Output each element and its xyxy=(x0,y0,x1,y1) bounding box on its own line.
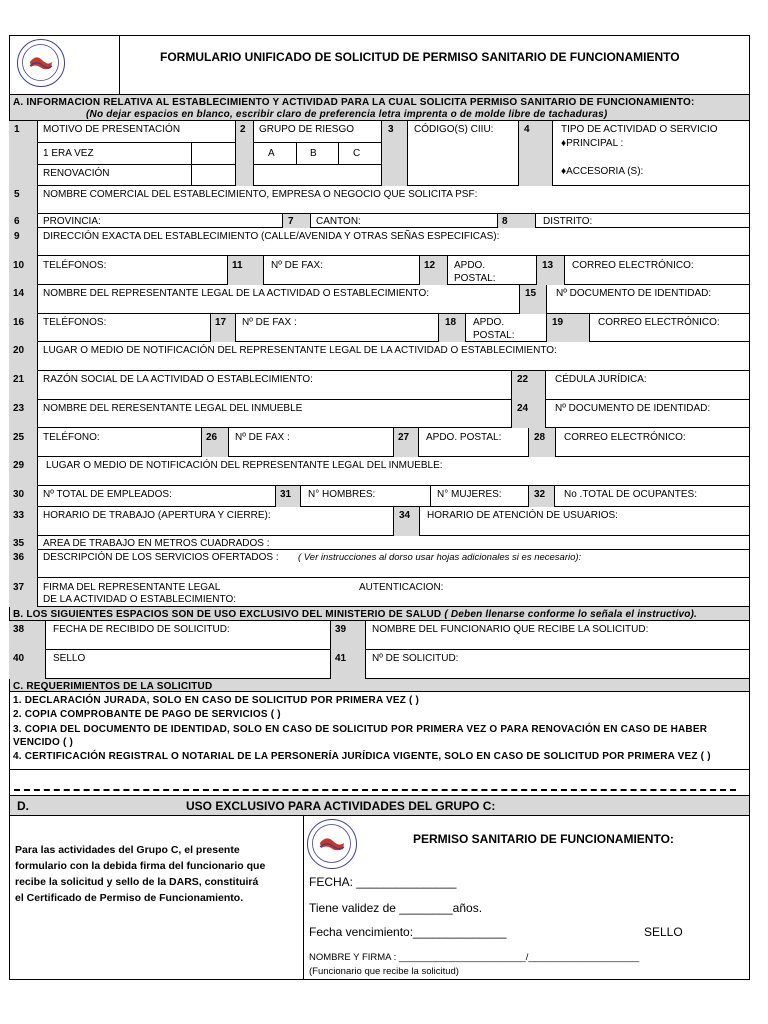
f2-col-1 xyxy=(296,142,297,165)
field-35-number: 35 xyxy=(13,538,25,549)
field-10-number: 10 xyxy=(13,260,25,271)
field-14-number: 14 xyxy=(13,288,25,299)
field-2-label: GRUPO DE RIESGO xyxy=(259,124,355,135)
field-40-number: 40 xyxy=(13,653,25,664)
field-29-number: 29 xyxy=(13,460,25,471)
field-17-label: Nº DE FAX : xyxy=(242,317,297,328)
field-28-number: 28 xyxy=(534,432,546,443)
field-33-number: 33 xyxy=(13,510,25,521)
field-17-number: 17 xyxy=(215,317,227,328)
field-27-label: APDO. POSTAL: xyxy=(426,432,502,443)
field-41-number: 41 xyxy=(335,653,347,664)
num-cell-3 xyxy=(381,121,408,186)
field-15-label: Nº DOCUMENTO DE IDENTIDAD: xyxy=(556,288,712,299)
field-30-number: 30 xyxy=(13,489,25,500)
field-2-number: 2 xyxy=(240,124,246,135)
field-27-number: 27 xyxy=(398,432,410,443)
field-13-number: 13 xyxy=(542,260,554,271)
ministry-logo-small-icon xyxy=(308,820,355,867)
field-4-number: 4 xyxy=(524,124,530,135)
field-6-label: PROVINCIA: xyxy=(43,216,101,227)
ministry-logo xyxy=(17,39,65,87)
requirement-2: 2. COPIA COMPROBANTE DE PAGO DE SERVICIOS ( ) xyxy=(13,709,281,720)
permit-validez[interactable]: Tiene validez de ________años. xyxy=(309,901,483,915)
dashed-separator xyxy=(14,789,736,791)
f1-divider-mid xyxy=(38,164,235,165)
field-11-label: Nº DE FAX: xyxy=(271,260,323,271)
field-12-label-a: APDO. xyxy=(454,260,486,271)
field-18-number: 18 xyxy=(445,317,457,328)
field-25-number: 25 xyxy=(13,432,25,443)
section-d-text-2: formulario con la debida firma del funcionario que xyxy=(15,860,266,872)
field-2-option-c[interactable]: C xyxy=(353,148,361,159)
section-a-subtitle: (No dejar espacios en blanco, escribir claro de preferencia letra imprenta o de molde libre de tachaduras) xyxy=(86,109,608,120)
field-26-label: Nº DE FAX : xyxy=(235,432,290,443)
permit-title: PERMISO SANITARIO DE FUNCIONAMIENTO: xyxy=(413,832,674,846)
field-16-number: 16 xyxy=(13,317,25,328)
section-c-title: C. REQUERIMIENTOS DE LA SOLICITUD xyxy=(13,681,213,692)
permit-vencimiento[interactable]: Fecha vencimiento:______________ xyxy=(309,925,507,939)
requirement-3b: VENCIDO ( ) xyxy=(13,737,73,748)
field-22-number: 22 xyxy=(517,374,529,385)
field-35-label: AREA DE TRABAJO EN METROS CUADRADOS : xyxy=(43,538,270,549)
permit-sello: SELLO xyxy=(644,925,683,939)
permit-fecha[interactable]: FECHA: _______________ xyxy=(309,875,457,889)
field-24-number: 24 xyxy=(517,403,529,414)
field-1-number: 1 xyxy=(14,124,20,135)
num-cell-7 xyxy=(282,214,311,228)
field-12-label-b: POSTAL: xyxy=(454,273,496,284)
ministry-logo-small xyxy=(307,819,357,869)
field-21-label: RAZÓN SOCIAL DE LA ACTIVIDAD O ESTABLECIMIENTO: xyxy=(43,374,313,385)
field-34-label: HORARIO DE ATENCIÓN DE USUARIOS: xyxy=(427,510,618,521)
f2-divider-2 xyxy=(254,164,381,165)
field-37-label-a: FIRMA DEL REPRESENTANTE LEGAL xyxy=(43,582,221,593)
field-20-number: 20 xyxy=(13,345,25,356)
field-12-number: 12 xyxy=(424,260,436,271)
field-1-option-b[interactable]: RENOVACIÓN xyxy=(43,168,110,179)
field-41-label: Nº DE SOLICITUD: xyxy=(372,653,459,664)
field-1-option-a[interactable]: 1 ERA VEZ xyxy=(43,148,94,159)
field-11-number: 11 xyxy=(232,260,243,271)
field-30-label: Nº TOTAL DE EMPLEADOS: xyxy=(43,489,172,500)
field-37-number: 37 xyxy=(13,582,25,593)
field-5-label: NOMBRE COMERCIAL DEL ESTABLECIMIENTO, EMPRESA O NEGOCIO QUE SOLICITA PSF: xyxy=(43,189,478,200)
page-title: FORMULARIO UNIFICADO DE SOLICITUD DE PERMISO SANITARIO DE FUNCIONAMIENTO xyxy=(160,50,680,64)
field-37-label-b: DE LA ACTIVIDAD O ESTABLECIMIENTO: xyxy=(43,594,237,605)
field-32-number: 32 xyxy=(534,489,546,500)
field-6-number: 6 xyxy=(14,216,20,227)
field-29-label: LUGAR O MEDIO DE NOTIFICACIÓN DEL REPRESENTANTE LEGAL DEL INMUEBLE: xyxy=(46,460,443,471)
section-d-text-4: el Certificado de Permiso de Funcionamiento. xyxy=(15,892,244,904)
f1-box-col xyxy=(191,142,192,186)
field-5-number: 5 xyxy=(14,189,20,200)
field-38-number: 38 xyxy=(13,624,25,635)
requirement-1: 1. DECLARACIÓN JURADA, SOLO EN CASO DE SOLICITUD POR PRIMERA VEZ ( ) xyxy=(13,695,420,706)
permit-firma-note: (Funcionario que recibe la solicitud) xyxy=(309,966,459,977)
f31-divider xyxy=(430,486,431,507)
field-9-number: 9 xyxy=(14,231,20,242)
field-21-number: 21 xyxy=(13,374,25,385)
ministry-logo-icon xyxy=(18,40,63,85)
field-25-label: TELÉFONO: xyxy=(43,432,100,443)
section-d-letter: D. xyxy=(17,799,29,813)
field-34-number: 34 xyxy=(399,510,411,521)
field-20-label: LUGAR O MEDIO DE NOTIFICACIÓN DEL REPRESENTANTE LEGAL DE LA ACTIVIDAD O ESTABLECIMIENTO: xyxy=(43,345,557,356)
field-39-number: 39 xyxy=(335,624,347,635)
field-19-number: 19 xyxy=(552,317,564,328)
field-24-label: Nº DOCUMENTO DE IDENTIDAD: xyxy=(555,403,711,414)
requirement-3a: 3. COPIA DEL DOCUMENTO DE IDENTIDAD, SOLO EN CASO DE SOLICITUD POR PRIMERA VEZ O PARA RENOVACIÓN EN CASO DE HABER xyxy=(13,724,708,735)
field-23-number: 23 xyxy=(13,403,25,414)
field-2-option-b[interactable]: B xyxy=(310,148,317,159)
field-22-label: CÉDULA JURÍDICA: xyxy=(555,374,647,385)
field-32-label: No .TOTAL DE OCUPANTES: xyxy=(564,489,697,500)
section-b-title-text: B. LOS SIGUIENTES ESPACIOS SON DE USO EXCLUSIVO DEL MINISTERIO DE SALUD xyxy=(13,609,442,620)
field-4-label: TIPO DE ACTIVIDAD O SERVICIO xyxy=(561,124,718,135)
field-9-label: DIRECCIÓN EXACTA DEL ESTABLECIMIENTO (CALLE/AVENIDA Y OTRAS SEÑAS ESPECIFICAS): xyxy=(43,231,500,242)
field-18-label-b: POSTAL: xyxy=(473,330,515,341)
field-31-number: 31 xyxy=(280,489,292,500)
separator-strip xyxy=(9,770,750,796)
f1-divider-top xyxy=(38,142,235,143)
field-36-note: ( Ver instrucciones al dorso usar hojas adicionales si es necesario): xyxy=(298,552,582,563)
field-10-label: TELÉFONOS: xyxy=(43,260,107,271)
field-8-label: DISTRITO: xyxy=(543,216,593,227)
field-39-label: NOMBRE DEL FUNCIONARIO QUE RECIBE LA SOLICITUD: xyxy=(372,624,649,635)
field-4-option-b[interactable]: ♦ACCESORIA (S): xyxy=(561,166,644,177)
field-36-label: DESCRIPCIÓN DE LOS SERVICIOS OFERTADOS : xyxy=(43,552,279,563)
field-36-number: 36 xyxy=(13,552,25,563)
field-3-number: 3 xyxy=(388,124,394,135)
field-15-number: 15 xyxy=(525,288,537,299)
field-1-label: MOTIVO DE PRESENTACIÓN xyxy=(43,124,181,135)
section-b-note: ( Deben llenarse conforme lo señala el instructivo). xyxy=(444,609,698,620)
requirement-4: 4. CERTIFICACIÓN REGISTRAL O NOTARIAL DE LA PERSONERÍA JURÍDICA VIGENTE, SOLO EN CASO DE SOLICITUD POR PRIMERA VEZ ( ) xyxy=(13,751,711,762)
header-box xyxy=(9,35,750,95)
field-18-label-a: APDO. xyxy=(473,317,505,328)
field-8-number: 8 xyxy=(502,216,508,227)
section-d-title: USO EXCLUSIVO PARA ACTIVIDADES DEL GRUPO C: xyxy=(186,799,496,813)
field-7-label: CANTON: xyxy=(316,216,361,227)
row-6-8 xyxy=(9,214,750,228)
f2-col-2 xyxy=(338,142,339,165)
field-2-option-a[interactable]: A xyxy=(268,148,275,159)
field-31-label: N° HOMBRES: xyxy=(308,489,376,500)
field-28-label: CORREO ELECTRÓNICO: xyxy=(564,432,686,443)
field-33-label: HORARIO DE TRABAJO (APERTURA Y CIERRE): xyxy=(43,510,271,521)
field-16-label: TELÉFONOS: xyxy=(43,317,107,328)
field-3-label: CÓDIGO(S) CIIU: xyxy=(414,124,494,135)
section-d-text-3: recibe la solicitud y sello de la DARS, constituirá xyxy=(15,876,259,888)
field-40-label: SELLO xyxy=(53,653,86,664)
section-a-title: A. INFORMACION RELATIVA AL ESTABLECIMIENTO Y ACTIVIDAD PARA LA CUAL SOLICITA PERMISO SANITARIO DE FUNCIONAMIENTO: xyxy=(13,97,695,108)
field-4-option-a[interactable]: ♦PRINCIPAL : xyxy=(561,138,624,149)
section-b-title xyxy=(13,609,697,620)
field-7-number: 7 xyxy=(288,216,294,227)
section-d-text-1: Para las actividades del Grupo C, el presente xyxy=(15,844,240,856)
permit-firma[interactable]: NOMBRE Y FIRMA : ________________________/_____________________ xyxy=(309,952,640,963)
f2-divider xyxy=(254,142,381,143)
section-d-divider xyxy=(303,816,304,980)
field-14-label: NOMBRE DEL REPRESENTANTE LEGAL DE LA ACTIVIDAD O ESTABLECIMIENTO: xyxy=(43,288,430,299)
field-23-label: NOMBRE DEL RERESENTANTE LEGAL DEL INMUEBLE xyxy=(43,403,303,414)
field-38-label: FECHA DE RECIBIDO DE SOLICITUD: xyxy=(53,624,230,635)
field-19-label: CORREO ELECTRÓNICO: xyxy=(598,317,720,328)
field-13-label: CORREO ELECTRÓNICO: xyxy=(572,260,694,271)
header-divider xyxy=(119,35,120,95)
field-37-label-c: AUTENTICACION: xyxy=(359,582,444,593)
field-26-number: 26 xyxy=(206,432,218,443)
field-31-label-b: N° MUJERES: xyxy=(437,489,502,500)
